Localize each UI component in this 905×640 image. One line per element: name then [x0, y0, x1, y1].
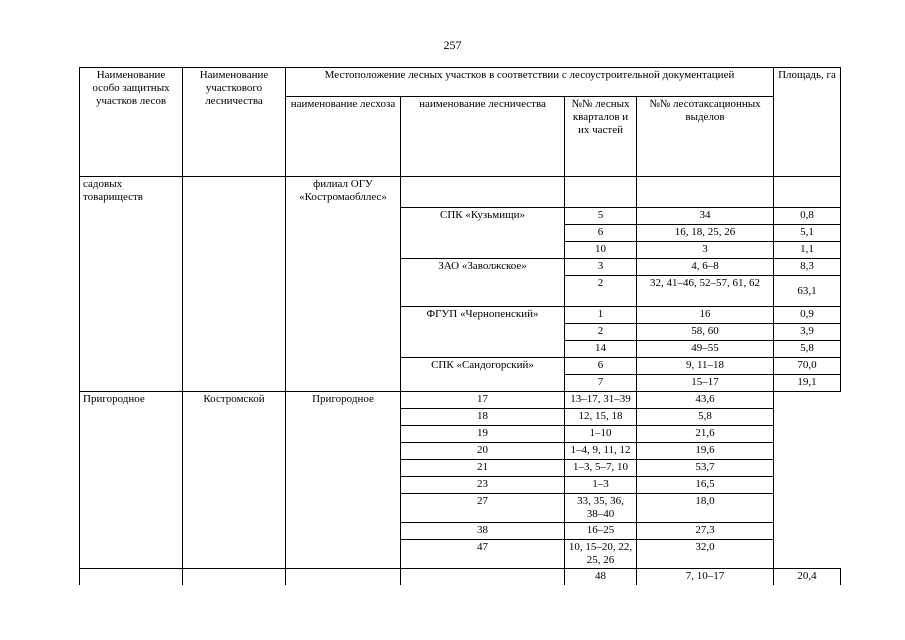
- cell-empty: [774, 177, 841, 208]
- header-leskhoz: наименование лесхоза: [286, 97, 401, 177]
- divisions-cell: 1–4, 9, 11, 12: [565, 443, 637, 460]
- quarter-cell: 23: [401, 477, 565, 494]
- divisions-cell: 1–3, 5–7, 10: [565, 460, 637, 477]
- cell-empty: [80, 569, 183, 586]
- area-cell: 1,1: [774, 242, 841, 259]
- cell-empty: [401, 177, 565, 208]
- header-divisions: №№ лесотаксационных выделов: [637, 97, 774, 177]
- quarter-cell: 14: [565, 341, 637, 358]
- quarter-cell: 5: [565, 208, 637, 225]
- area-cell: 8,3: [774, 259, 841, 276]
- quarter-cell: 18: [401, 409, 565, 426]
- table-row: [80, 177, 841, 208]
- quarter-cell: 3: [565, 259, 637, 276]
- divisions-cell: 16, 18, 25, 26: [637, 225, 774, 242]
- divisions-cell: 33, 35, 36, 38–40: [565, 494, 637, 523]
- area-cell: 19,1: [774, 375, 841, 392]
- header-zone-name: Наименование особо защитных участков лесов: [80, 68, 183, 177]
- cell-empty: [183, 569, 286, 586]
- divisions-cell: 49–55: [637, 341, 774, 358]
- area-cell: 19,6: [637, 443, 774, 460]
- table-row: [80, 392, 841, 409]
- divisions-cell: 12, 15, 18: [565, 409, 637, 426]
- area-cell: 21,6: [637, 426, 774, 443]
- quarter-cell: 7: [565, 375, 637, 392]
- area-cell: 32,0: [637, 540, 774, 569]
- header-location: Местоположение лесных участков в соответствии с лесоустроительной документацией: [286, 68, 774, 97]
- page-number: 257: [443, 38, 462, 52]
- forestry-zao-zavolzhskoe: ЗАО «Заволжское»: [401, 259, 565, 307]
- area-cell: 43,6: [637, 392, 774, 409]
- quarter-cell: 17: [401, 392, 565, 409]
- divisions-cell: 4, 6–8: [637, 259, 774, 276]
- area-cell: 0,9: [774, 307, 841, 324]
- quarter-cell: 1: [565, 307, 637, 324]
- forest-plots-table: [79, 67, 841, 585]
- cell-empty: [286, 569, 401, 586]
- header-quarters: №№ лесных кварталов и их частей: [565, 97, 637, 177]
- divisions-cell: 32, 41–46, 52–57, 61, 62: [637, 276, 774, 307]
- quarter-cell: 20: [401, 443, 565, 460]
- header-forestry: наименование лесничества: [401, 97, 565, 177]
- header-row: [80, 68, 841, 97]
- area-cell: 0,8: [774, 208, 841, 225]
- divisions-cell: 13–17, 31–39: [565, 392, 637, 409]
- leskhoz-kostromskoy: Костромской: [183, 392, 286, 569]
- divisions-cell: 16–25: [565, 523, 637, 540]
- divisions-cell: 1–3: [565, 477, 637, 494]
- quarter-cell: 21: [401, 460, 565, 477]
- quarter-cell: 48: [565, 569, 637, 586]
- cell-empty: [183, 177, 286, 392]
- quarter-cell: 2: [565, 324, 637, 341]
- area-cell: 70,0: [774, 358, 841, 375]
- area-cell: 27,3: [637, 523, 774, 540]
- cell-empty: [565, 177, 637, 208]
- forestry-fgup-chernopensky: ФГУП «Чернопенский»: [401, 307, 565, 358]
- divisions-cell: 9, 11–18: [637, 358, 774, 375]
- cell-empty: [401, 569, 565, 586]
- quarter-cell: 2: [565, 276, 637, 307]
- header-area: Площадь, га: [774, 68, 841, 177]
- divisions-cell: 34: [637, 208, 774, 225]
- divisions-cell: 3: [637, 242, 774, 259]
- forestry-spk-sandogorsky: СПК «Сандогорский»: [401, 358, 565, 392]
- header-district-forestry: Наименование участкового лесничества: [183, 68, 286, 177]
- divisions-cell: 7, 10–17: [637, 569, 774, 586]
- divisions-cell: 1–10: [565, 426, 637, 443]
- quarter-cell: 38: [401, 523, 565, 540]
- area-cell: 5,8: [637, 409, 774, 426]
- quarter-cell: 47: [401, 540, 565, 569]
- area-cell: 18,0: [637, 494, 774, 523]
- area-cell: 20,4: [774, 569, 841, 586]
- quarter-cell: 19: [401, 426, 565, 443]
- area-cell: 16,5: [637, 477, 774, 494]
- leskhoz-branch: филиал ОГУ «Костромаобллес»: [286, 177, 401, 392]
- district-prigorodnoe: Пригородное: [80, 392, 183, 569]
- area-cell: 5,1: [774, 225, 841, 242]
- area-cell: 5,8: [774, 341, 841, 358]
- area-cell: 53,7: [637, 460, 774, 477]
- quarter-cell: 6: [565, 358, 637, 375]
- zone-gardens: садовых товариществ: [80, 177, 183, 392]
- area-cell: 3,9: [774, 324, 841, 341]
- forestry-prigorodnoe: Пригородное: [286, 392, 401, 569]
- divisions-cell: 15–17: [637, 375, 774, 392]
- area-cell: 63,1: [774, 276, 841, 307]
- quarter-cell: 6: [565, 225, 637, 242]
- table-row: [80, 569, 841, 586]
- quarter-cell: 27: [401, 494, 565, 523]
- cell-empty: [637, 177, 774, 208]
- divisions-cell: 16: [637, 307, 774, 324]
- forestry-spk-kuzmishchi: СПК «Кузьмищи»: [401, 208, 565, 259]
- divisions-cell: 10, 15–20, 22, 25, 26: [565, 540, 637, 569]
- quarter-cell: 10: [565, 242, 637, 259]
- divisions-cell: 58, 60: [637, 324, 774, 341]
